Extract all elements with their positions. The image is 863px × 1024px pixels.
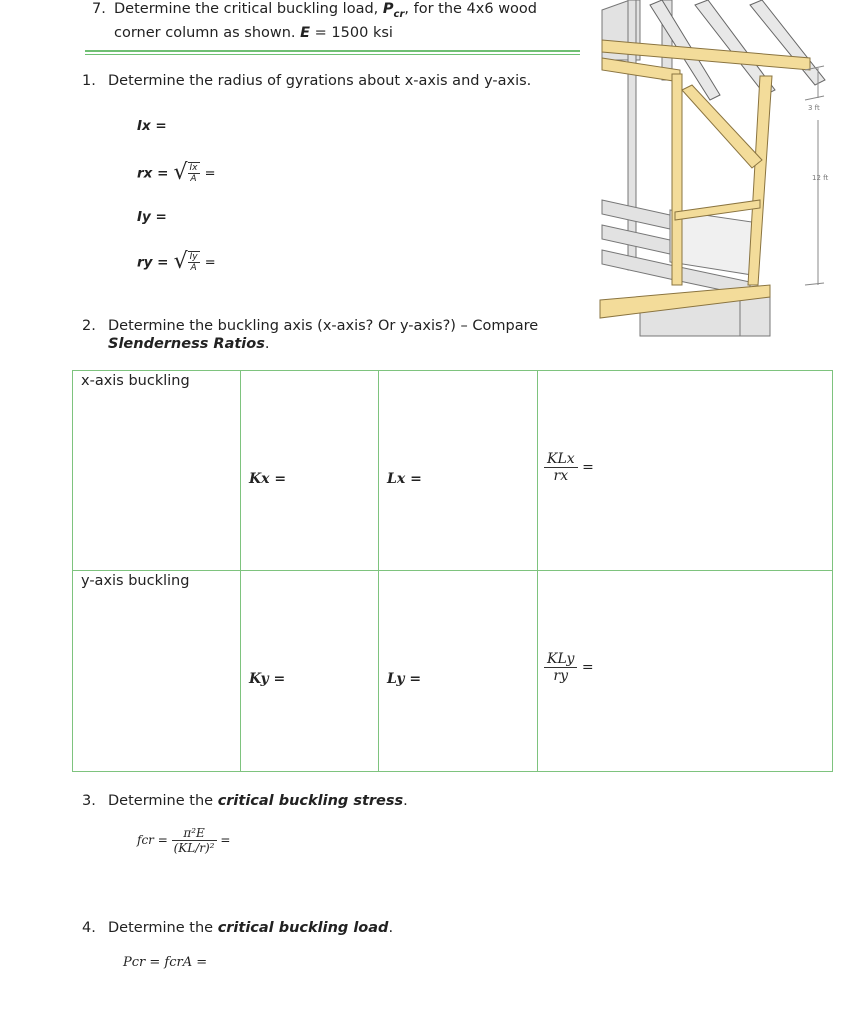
rx-denominator: A bbox=[190, 174, 197, 184]
slender-x-eq: = bbox=[582, 459, 594, 476]
wood-brace bbox=[682, 85, 762, 168]
lx-equation bbox=[387, 471, 422, 487]
dim-side-label: 12 ft bbox=[812, 174, 829, 182]
dim-side-tick bbox=[805, 283, 824, 285]
kx-text: Kx = bbox=[249, 471, 287, 487]
rx-sqrt: √ $\frac{Ix}{A}$ bbox=[173, 160, 198, 185]
dim-top-tick-2 bbox=[805, 96, 824, 100]
slender-x-den: rx bbox=[553, 468, 569, 484]
ry-equals: = bbox=[204, 255, 216, 271]
step-1-number: 1. bbox=[82, 73, 96, 89]
ry-label: ry = bbox=[137, 254, 169, 271]
step-2-bold: Slenderness Ratios bbox=[108, 336, 265, 352]
cell-x-label bbox=[73, 371, 241, 571]
cell-slender-x[interactable] bbox=[538, 371, 833, 571]
slenderness-x bbox=[544, 451, 594, 484]
cell-ly[interactable] bbox=[379, 571, 538, 772]
step-2-period: . bbox=[264, 336, 270, 352]
ix-label: Ix = bbox=[137, 118, 167, 134]
e-value: = 1500 ksi bbox=[310, 24, 393, 41]
wood-corner-column bbox=[748, 76, 772, 285]
rx-label: rx = bbox=[137, 165, 169, 182]
stress-fraction bbox=[172, 826, 217, 855]
stress-num: π²E bbox=[172, 826, 217, 841]
ky-text: Ky = bbox=[249, 671, 286, 687]
step-4-period: . bbox=[388, 920, 394, 936]
ly-text: Ly = bbox=[387, 671, 422, 687]
stress-formula bbox=[137, 826, 230, 855]
problem-text-2: , for the 4x6 wood bbox=[404, 1, 538, 17]
slenderness-y bbox=[544, 651, 594, 684]
x-axis-label: x-axis buckling bbox=[81, 373, 190, 389]
step-1-heading bbox=[82, 72, 531, 90]
framing-figure bbox=[600, 0, 829, 336]
frame-post-back bbox=[628, 0, 636, 270]
table-row-y bbox=[73, 571, 833, 772]
ry-sqrt: √ $\frac{Iy}{A}$ bbox=[173, 249, 198, 274]
step-2-number: 2. bbox=[82, 318, 96, 334]
y-axis-label: y-axis buckling bbox=[81, 573, 190, 589]
slender-x-num: KLx bbox=[544, 451, 578, 468]
ly-equation bbox=[387, 671, 421, 687]
ry-formula bbox=[137, 251, 216, 273]
kx-equation bbox=[249, 471, 286, 487]
dim-top-label: 3 ft bbox=[808, 104, 820, 112]
table-row-x bbox=[73, 371, 833, 571]
ry-numerator: Iy bbox=[189, 252, 198, 262]
step-4-text: Determine the bbox=[108, 920, 218, 936]
step-4-bold: critical buckling load bbox=[217, 920, 389, 936]
cell-slender-y[interactable] bbox=[538, 571, 833, 772]
lx-text: Lx = bbox=[387, 471, 422, 487]
cell-ky[interactable] bbox=[241, 571, 379, 772]
rx-formula bbox=[137, 162, 216, 184]
cell-lx[interactable] bbox=[379, 371, 538, 571]
problem-number: 7. bbox=[92, 1, 106, 17]
divider-bottom bbox=[85, 54, 580, 55]
step-3-text: Determine the bbox=[108, 793, 218, 809]
step-3-period: . bbox=[403, 793, 408, 809]
stress-equals: = bbox=[220, 833, 231, 847]
wood-corner-post-left bbox=[672, 74, 682, 285]
step-3-bold: critical buckling stress bbox=[217, 793, 404, 809]
load-formula: Pcr = fcrA = bbox=[123, 955, 208, 970]
pcr-sub: cr bbox=[393, 8, 405, 20]
step-3-heading bbox=[82, 792, 408, 810]
problem-text-3: corner column as shown. bbox=[114, 24, 301, 41]
rx-equals: = bbox=[204, 166, 216, 182]
ry-denominator: A bbox=[190, 263, 197, 273]
stress-den: (KL/r)² bbox=[173, 841, 215, 855]
pcr-symbol: P bbox=[382, 1, 394, 17]
ky-equation bbox=[249, 671, 285, 687]
cell-kx[interactable] bbox=[241, 371, 379, 571]
slender-y-den: ry bbox=[553, 668, 569, 684]
step-1-text: Determine the radius of gyrations about x-axis and y-axis. bbox=[108, 73, 532, 89]
e-symbol: E bbox=[300, 24, 311, 41]
step-3-number: 3. bbox=[82, 793, 96, 809]
step-2-text: Determine the buckling axis (x-axis? Or y-axis?) – Compare bbox=[108, 318, 539, 334]
cell-y-label bbox=[73, 571, 241, 772]
step-4-heading bbox=[82, 919, 393, 937]
fcr-lhs: fcr = bbox=[137, 833, 168, 847]
problem-statement bbox=[92, 0, 537, 42]
step-2-heading bbox=[82, 317, 538, 353]
rx-numerator: Ix bbox=[189, 163, 198, 173]
slenderness-table bbox=[72, 370, 833, 772]
slender-y-eq: = bbox=[581, 659, 594, 676]
iy-label: Iy = bbox=[137, 209, 167, 225]
problem-text-1: Determine the critical buckling load, bbox=[114, 1, 383, 17]
step-4-number: 4. bbox=[82, 920, 96, 936]
slender-y-num: KLy bbox=[544, 651, 577, 668]
divider-top bbox=[85, 50, 580, 52]
